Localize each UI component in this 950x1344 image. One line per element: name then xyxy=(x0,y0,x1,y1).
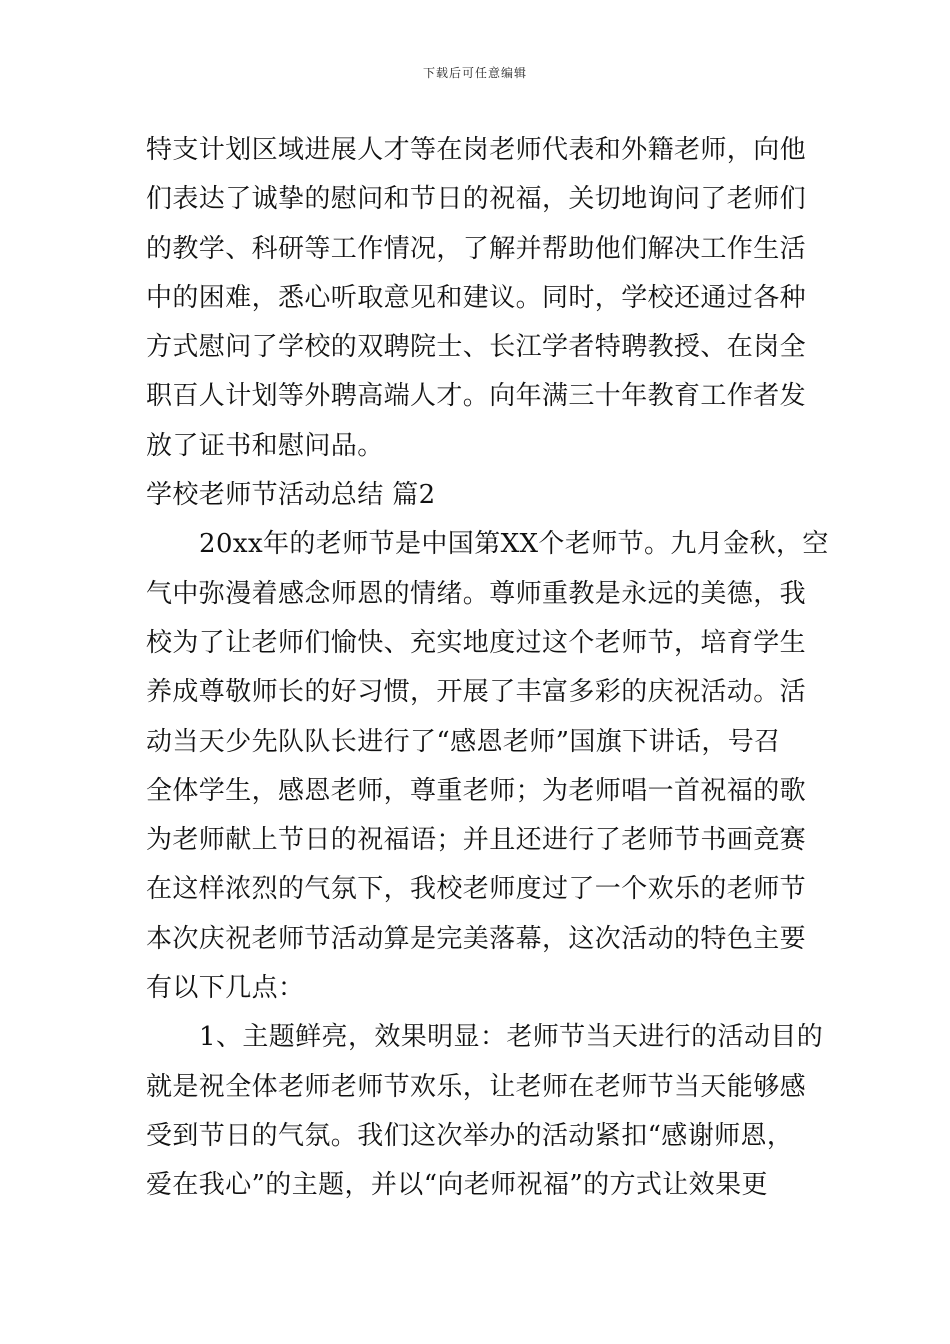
paragraph-line: 本次庆祝老师节活动算是完美落幕，这次活动的特色主要 xyxy=(146,923,807,954)
paragraph-line: 动当天少先队队长进行了“感恩老师”国旗下讲话，号召 xyxy=(146,726,781,757)
paragraph-line: 爱在我心”的主题，并以“向老师祝福”的方式让效果更 xyxy=(146,1170,768,1201)
paragraph-line: 就是祝全体老师老师节欢乐，让老师在老师节当天能够感 xyxy=(146,1071,807,1102)
paragraph-line: 校为了让老师们愉快、充实地度过这个老师节，培育学生 xyxy=(146,627,807,658)
paragraph-line: 在这样浓烈的气氛下，我校老师度过了一个欢乐的老师节 xyxy=(146,874,807,905)
paragraph-line: 特支计划区域进展人才等在岗老师代表和外籍老师，向他 xyxy=(146,135,807,165)
paragraph-line: 受到节日的气氛。我们这次举办的活动紧扣“感谢师恩， xyxy=(146,1120,794,1151)
paragraph-line: 职百人计划等外聘高端人才。向年满三十年教育工作者发 xyxy=(146,381,807,412)
section-heading: 学校老师节活动总结 篇2 xyxy=(146,480,436,511)
paragraph-line: 们表达了诚挚的慰问和节日的祝福，关切地询问了老师们 xyxy=(146,184,807,215)
page-header: 下载后可任意编辑 xyxy=(422,66,527,80)
paragraph-line: 中的困难，悉心听取意见和建议。同时，学校还通过各种 xyxy=(146,282,807,313)
paragraph-line: 1、主题鲜亮，效果明显：老师节当天进行的活动目的 xyxy=(199,1022,824,1053)
paragraph-line: 有以下几点： xyxy=(146,973,305,1004)
paragraph-line: 全体学生，感恩老师，尊重老师；为老师唱一首祝福的歌 xyxy=(146,775,807,806)
paragraph-line: 养成尊敬师长的好习惯，开展了丰富多彩的庆祝活动。活 xyxy=(146,677,807,708)
paragraph-line: 为老师献上节日的祝福语；并且还进行了老师节书画竞赛 xyxy=(146,825,807,856)
paragraph-line: 方式慰问了学校的双聘院士、长江学者特聘教授、在岗全 xyxy=(146,332,807,363)
document-body xyxy=(146,126,829,1211)
paragraph-line: 20xx年的老师节是中国第XX个老师节。九月金秋，空 xyxy=(199,529,829,560)
paragraph-line: 放了证书和慰问品。 xyxy=(146,430,384,461)
paragraph-line: 的教学、科研等工作情况，了解并帮助他们解决工作生活 xyxy=(146,233,807,264)
paragraph-line: 气中弥漫着感念师恩的情绪。尊师重教是永远的美德，我 xyxy=(146,578,807,609)
